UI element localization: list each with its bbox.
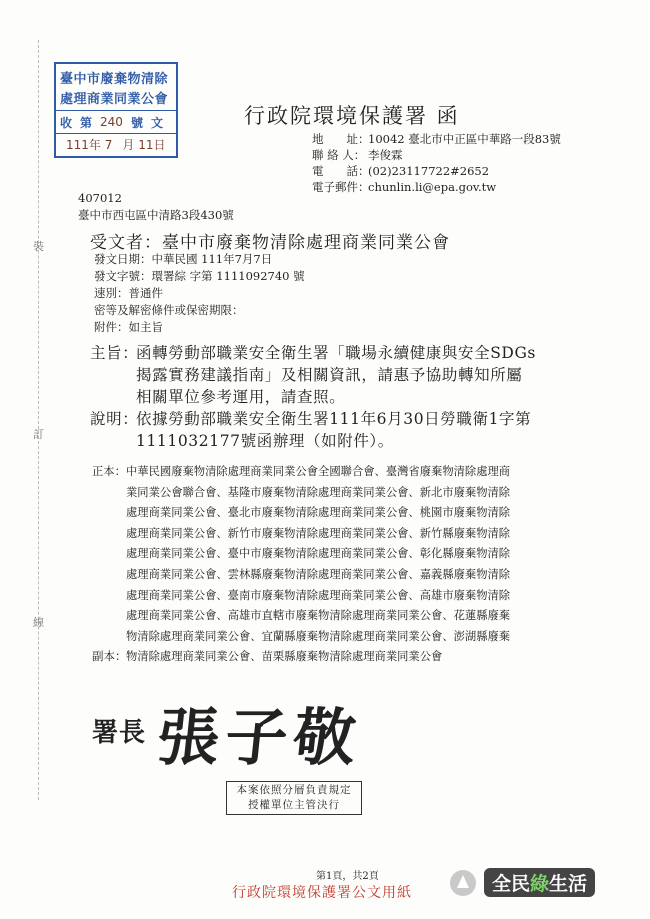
contact-person-label: 聯 絡 人： <box>312 148 366 162</box>
stamp-date-month: 7 <box>104 138 123 152</box>
stamp-org-line-2: 處理商業同業公會 <box>60 92 169 107</box>
subject-section <box>90 342 580 408</box>
distribution-body <box>126 462 582 668</box>
contact-email-label: 電子郵件： <box>312 180 370 194</box>
page-number: 第1頁，共2頁 <box>316 871 379 882</box>
explanation-label: 說明： <box>90 410 139 428</box>
mountain-logo-icon <box>450 870 476 896</box>
explanation-body <box>136 408 576 452</box>
stamp-receive-row <box>56 110 176 134</box>
delivery-speed-value: 普通件 <box>128 286 163 300</box>
security-level-label: 密等及解密條件或保密期限： <box>94 303 244 317</box>
contact-person-value: 李俊霖 <box>368 148 403 162</box>
agency-title: 行政院環境保護署 函 <box>244 104 460 128</box>
binding-mark-xian: 線 <box>33 616 44 629</box>
explanation-line: 依據勞動部職業安全衛生署111年6月30日勞職衛1字第 <box>136 410 532 428</box>
distribution-line: 處理商業同業公會、臺北市廢棄物清除處理商業同業公會、桃園市廢棄物清除 <box>126 506 511 520</box>
stamp-date-year-label: 年 <box>88 138 101 152</box>
recipient-label: 受文者： <box>90 233 162 253</box>
signatory-name: 張子敬 <box>153 701 366 774</box>
stamp-date-day: 11 <box>138 138 154 152</box>
subject-label: 主旨： <box>90 344 139 362</box>
attachment-label: 附件： <box>94 320 129 334</box>
document-number <box>94 268 305 284</box>
recipient <box>90 228 450 253</box>
subject-line: 函轉勞動部職業安全衛生署「職場永續健康與安全SDGs <box>136 344 536 362</box>
security-level <box>94 302 244 318</box>
delivery-speed-label: 速別： <box>94 286 129 300</box>
stamp-document-char: 文 <box>150 115 163 130</box>
contact-phone <box>312 163 489 179</box>
mailing-address: 臺中市西屯區中清路3段430號 <box>78 208 234 222</box>
authorization-stamp <box>226 781 362 815</box>
copy-label: 副本： <box>92 649 127 663</box>
distribution-section <box>92 462 582 672</box>
contact-person <box>312 147 403 163</box>
distribution-line: 處理商業同業公會、雲林縣廢棄物清除處理商業同業公會、嘉義縣廢棄物清除 <box>126 567 511 581</box>
contact-email-value: chunlin.li@epa.gov.tw <box>368 180 497 194</box>
contact-address-value: 10042 臺北市中正區中華路一段83號 <box>368 132 561 146</box>
authorization-line-2: 授權單位主管決行 <box>248 799 340 811</box>
distribution-line: 中華民國廢棄物清除處理商業同業公會全國聯合會、臺灣省廢棄物清除處理商 <box>126 465 511 478</box>
explanation-line: 1111032177號函辦理（如附件）。 <box>136 432 394 450</box>
stamp-date-year: 111 <box>66 138 89 152</box>
delivery-speed <box>94 285 163 301</box>
receipt-stamp <box>54 62 178 158</box>
contact-email <box>312 179 496 195</box>
contact-address-label: 地 址： <box>312 132 370 146</box>
stamp-receive-suffix: 號 <box>130 115 143 130</box>
watermark <box>450 868 595 897</box>
attachment <box>94 319 163 335</box>
distribution-line: 處理商業同業公會、高雄市直轄市廢棄物清除處理商業同業公會、花蓮縣廢棄 <box>126 609 511 623</box>
distribution-label: 正本： <box>92 465 126 478</box>
stamp-receive-number: 240 <box>100 115 123 129</box>
authorization-line-1: 本案依照分層負責規定 <box>236 784 352 796</box>
contact-phone-label: 電 話： <box>312 164 370 178</box>
watermark-text-after: 生活 <box>549 873 588 895</box>
signatory-title: 署長 <box>92 718 147 748</box>
stamp-org-line-1: 臺中市廢棄物清除 <box>60 72 169 87</box>
watermark-text <box>484 868 595 897</box>
recipient-name: 臺中市廢棄物清除處理商業同業公會 <box>162 233 450 253</box>
issue-date-value: 中華民國 111年7月7日 <box>151 252 273 266</box>
mailing-postal-code: 407012 <box>78 191 122 205</box>
distribution-line: 處理商業同業公會、新竹市廢棄物清除處理商業同業公會、新竹縣廢棄物清除 <box>126 526 511 540</box>
watermark-text-highlight: 綠 <box>530 873 550 895</box>
stamp-date <box>66 136 166 153</box>
stamp-receive-prefix: 第 <box>80 115 93 130</box>
distribution-line: 物清除處理商業同業公會、宜蘭縣廢棄物清除處理商業同業公會、澎湖縣廢棄 <box>126 629 511 643</box>
distribution-line: 處理商業同業公會、臺南市廢棄物清除處理商業同業公會、高雄市廢棄物清除 <box>126 588 511 602</box>
paper-footer: 行政院環境保護署公文用紙 <box>232 885 412 901</box>
subject-line: 揭露實務建議指南」及相關資訊，請惠予協助轉知所屬 <box>136 366 523 384</box>
binding-mark-ding: 訂 <box>33 428 44 441</box>
issue-date <box>94 251 272 267</box>
watermark-text-before: 全民 <box>492 873 531 895</box>
document-number-label: 發文字號： <box>94 269 152 283</box>
distribution-line: 處理商業同業公會、臺中市廢棄物清除處理商業同業公會、彰化縣廢棄物清除 <box>126 547 511 561</box>
stamp-date-month-label: 月 <box>122 138 135 152</box>
contact-phone-value: (02)23117722#2652 <box>368 164 490 178</box>
subject-body <box>136 342 576 408</box>
contact-address <box>312 131 561 147</box>
distribution-line: 業同業公會聯合會、基隆市廢棄物清除處理商業同業公會、新北市廢棄物清除 <box>126 485 511 499</box>
binding-mark-zhuang: 裝 <box>33 240 44 253</box>
attachment-value: 如主旨 <box>128 320 163 334</box>
distribution-line: 物清除處理商業同業公會、苗栗縣廢棄物清除處理商業同業公會 <box>126 650 443 664</box>
stamp-date-day-label: 日 <box>153 138 166 152</box>
subject-line: 相關單位參考運用，請查照。 <box>136 388 346 406</box>
issue-date-label: 發文日期： <box>94 252 152 266</box>
stamp-receive-label: 收 <box>60 115 73 130</box>
binding-line <box>38 40 39 800</box>
document-number-value: 環署綜 字第 1111092740 號 <box>151 269 305 283</box>
explanation-section <box>90 408 580 452</box>
